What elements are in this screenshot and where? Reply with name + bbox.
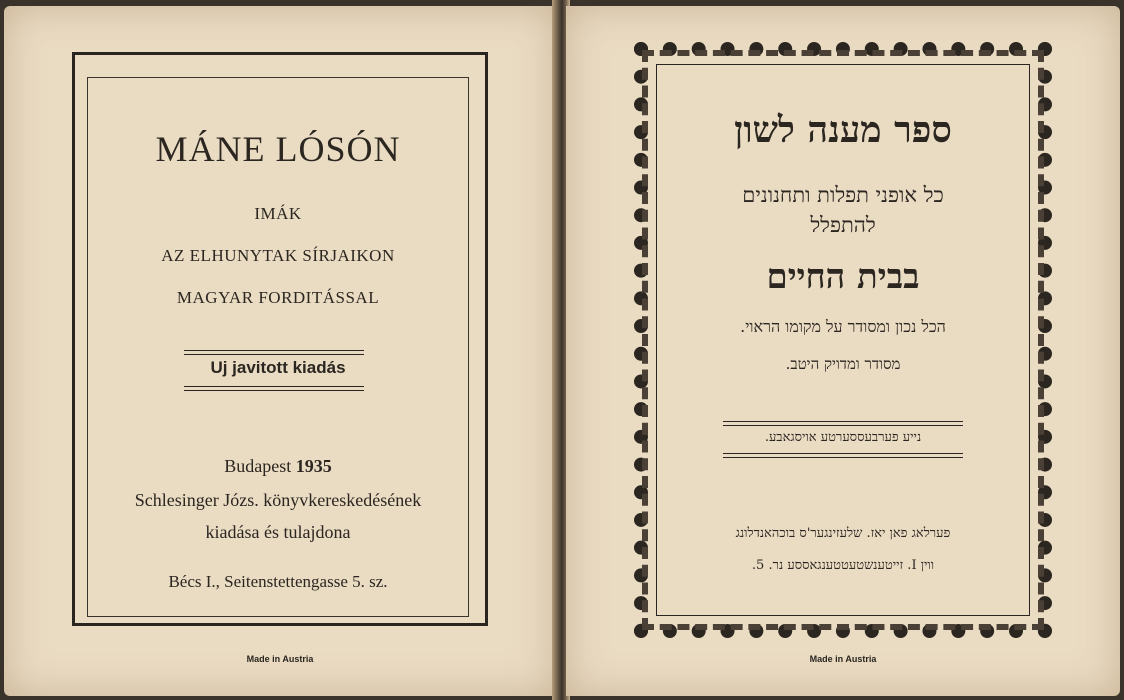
right-text-panel — [656, 64, 1030, 616]
subtitle-translation: MAGYAR FORDITÁSSAL — [176, 288, 380, 307]
imprint-city-year — [88, 456, 468, 477]
hebrew-edition: נייע פערבעססערטע אויסגאבע. — [764, 430, 922, 445]
hebrew-edition-rule-bottom-2 — [723, 457, 963, 458]
hebrew-line-5: מסודר ומדויק היטב. — [785, 355, 901, 373]
hebrew-line-3: בבית החיים — [766, 257, 920, 297]
edition-label: Uj javitott kiadás — [210, 358, 346, 377]
left-border-frame — [72, 52, 488, 626]
edition-rule-top-2 — [184, 354, 364, 355]
subtitle-graves: AZ ELHUNYTAK SÍRJAIKON — [161, 246, 395, 265]
imprint-year: 1935 — [295, 456, 332, 476]
left-page — [4, 6, 556, 696]
left-inner-frame — [87, 77, 469, 617]
hebrew-line-2: להתפלל — [810, 213, 876, 237]
hebrew-line-1: כל אופני תפלות ותחנונים — [742, 183, 944, 207]
hebrew-publisher-2: ווין I. זייטענשטעטטענגאססע נר. 5. — [751, 558, 935, 573]
hebrew-title: ספר מענה לשון — [734, 109, 952, 151]
hebrew-edition-rule-top — [723, 421, 963, 422]
right-footer: Made in Austria — [809, 654, 877, 664]
edition-rule-top — [184, 350, 364, 351]
author-title: MÁNE LÓSÓN — [155, 129, 401, 169]
hebrew-line-4: הכל נכון ומסודר על מקומו הראוי. — [740, 317, 946, 336]
imprint-city: Budapest — [224, 456, 292, 476]
publisher-line-2: kiadása és tulajdona — [205, 522, 351, 542]
hebrew-edition-rule-top-2 — [723, 425, 963, 426]
hebrew-publisher-1: פערלאג פאן יאז. שלעזינגער'ס בוכהאנדלונג — [735, 526, 951, 541]
hebrew-edition-rule-bottom — [723, 453, 963, 454]
publisher-line-1: Schlesinger Józs. könyvkereskedésének — [134, 490, 422, 510]
subtitle-prayers: IMÁK — [254, 204, 302, 223]
publisher-address: Bécs I., Seitenstettengasse 5. sz. — [168, 572, 388, 591]
edition-rule-bottom — [184, 386, 364, 387]
edition-rule-bottom-2 — [184, 390, 364, 391]
right-page — [566, 6, 1120, 696]
left-footer: Made in Austria — [246, 654, 314, 664]
